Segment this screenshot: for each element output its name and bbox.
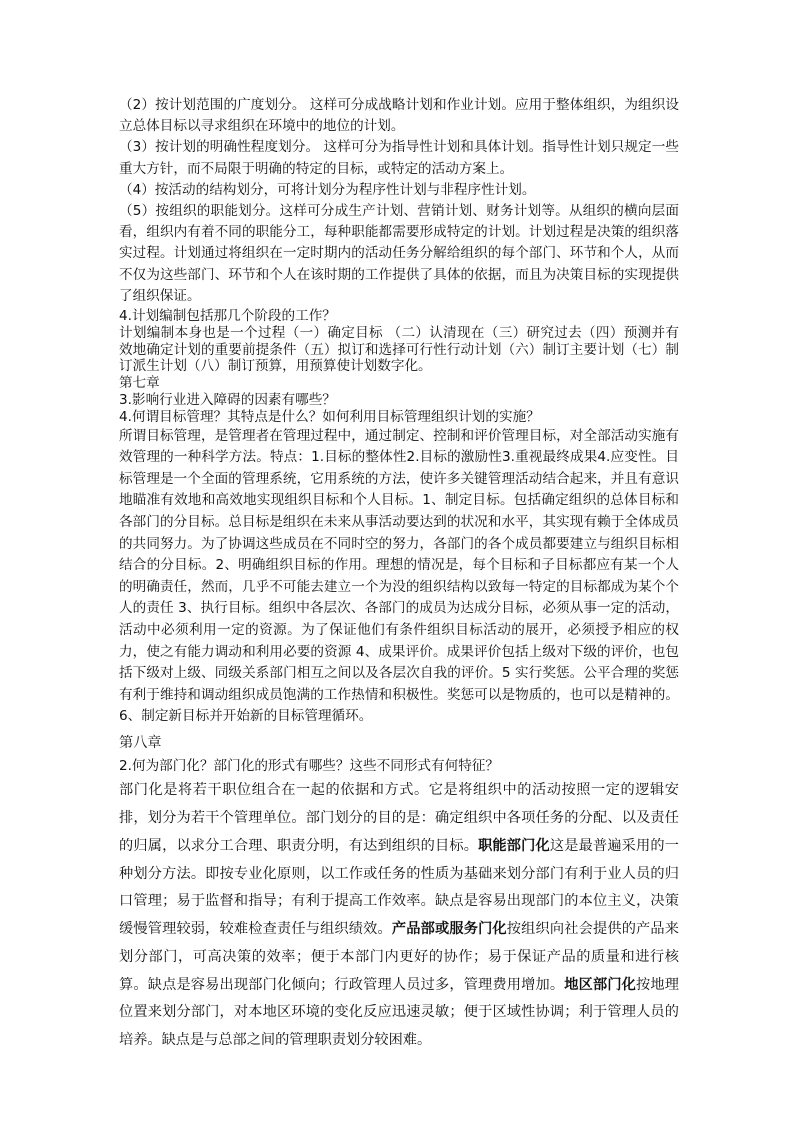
document-page	[119, 95, 679, 1055]
text-product-departmentalization: 按组织向社会提供的产品来划分部门，可高决策的效率；便于本部门内更好的协作；易于保证产品的质量和进行核算。缺点是容易出现部门化倾向；行政管理人员过多，管理费用增加。	[119, 921, 679, 993]
question-departmentalization: 2.何为部门化？部门化的形式有哪些？这些不同形式有何特征？	[119, 757, 499, 774]
question-entry-barriers: 3.影响行业进入障碍的因素有哪些？	[119, 392, 336, 409]
text-functional-departmentalization: 这是最普遍采用的一种划分方法。即按专业化原则，以工作或任务的性质为基础来划分部门有利于业人员的归口管理；易于监督和指导；有利于提高工作效率。缺点是容易出现部门的本位主义，决策缓慢管理较弱，较难检查责任与组织绩效。	[119, 837, 679, 938]
term-product-departmentalization: 产品部或服务门化	[391, 921, 507, 938]
text-regional-departmentalization: 按地理位置来划分部门，对本地区环境的变化反应迅速灵敏；便于区域性协调；利于管理人员的培养。缺点是与总部之间的管理职责划分较困难。	[119, 976, 679, 1049]
paragraph-plan-by-clarity: （3）按计划的明确性程度划分。 这样可分为指导性计划和具体计划。指导性计划只规定一些重大方针，而不局限于明确的特定的目标，或特定的活动方案上。	[119, 139, 679, 177]
chapter-8-heading: 第八章	[119, 734, 162, 751]
question-mbo: 4.何谓目标管理？其特点是什么？如何利用目标管理组织计划的实施？	[119, 408, 540, 425]
chapter-7-heading: 第七章	[119, 375, 160, 392]
paragraph-plan-by-scope: （2）按计划范围的广度划分。 这样可分成战略计划和作业计划。应用于整体组织，为组织设立总体目标以寻求组织在环境中的地位的计划。	[119, 97, 679, 135]
paragraph-plan-by-structure: （4）按活动的结构划分，可将计划分为程序性计划与非程序性计划。	[119, 181, 536, 198]
paragraph-plan-by-function: （5）按组织的职能划分。这样可分成生产计划、营销计划、财务计划等。从组织的横向层面看，组织内有着不同的职能分工，每种职能都需要形成特定的计划。计划过程是决策的组织落实过程。计划通过将组织在一定时期内的活动任务分解给组织的每个部门、环节和个人，从而不仅为这些部门、环节和个人在该时期的工作提供了具体的依据，而且为决策目标的实现提供了组织保证。	[119, 203, 679, 304]
term-functional-departmentalization: 职能部门化	[478, 837, 550, 854]
answer-plan-stages: 计划编制本身也是一个过程（一）确定目标 （二）认清现在（三）研究过去（四）预测并有效地确定计划的重要前提条件（五）拟订和选择可行性行动计划（六）制订主要计划（七）制订派生计划（八）制订预算，用预算使计划数字化。	[119, 324, 679, 375]
answer-departmentalization	[119, 777, 679, 1055]
term-regional-departmentalization: 地区部门化	[564, 976, 637, 993]
answer-intro: 部门化是将若干职位组合在一起的依据和方式。它是将组织中的活动按照一定的逻辑安排，划分为若干个管理单位。部门划分的目的是：确定组织中各项任务的分配、以及责任的归属，以求分工合理、职责分明，有达到组织的目标。	[119, 782, 679, 854]
answer-mbo: 所谓目标管理，是管理者在管理过程中，通过制定、控制和评价管理目标，对全部活动实施有效管理的一种科学方法。特点：1.目标的整体性2.目标的激励性3.重视最终成果4.应变性。目标管理是一个全面的管理系统，它用系统的方法，使许多关键管理活动结合起来，并且有意识地瞄准有效地和高效地实现组织目标和个人目标。1、制定目标。包括确定组织的总体目标和各部门的分目标。总目标是组织在未来从事活动要达到的状况和水平，其实现有赖于全体成员的共同努力。为了协调这些成员在不同时空的努力，各部门的各个成员都要建立与组织目标相结合的分目标。2、明确组织目标的作用。理想的情况是，每个目标和子目标都应有某一个人的明确责任，然而，几乎不可能去建立一个为没的组织结构以致每一特定的目标都成为某个个人的责任 3、执行目标。组织中各层次、各部门的成员为达成分目标，必须从事一定的活动，活动中必须利用一定的资源。为了保证他们有条件组织目标活动的展开，必须授予相应的权力，使之有能力调动和利用必要的资源 4、成果评价。成果评价包括上级对下级的评价，也包括下级对上级、同级关系部门相互之间以及各层次自我的评价。5 实行奖惩。公平合理的奖惩有利于维持和调动组织成员饱满的工作热情和积极性。奖惩可以是物质的，也可以是精神的。6、制定新目标并开始新的目标管理循环。	[119, 427, 679, 725]
question-plan-stages: 4.计划编制包括那几个阶段的工作？	[119, 308, 336, 325]
